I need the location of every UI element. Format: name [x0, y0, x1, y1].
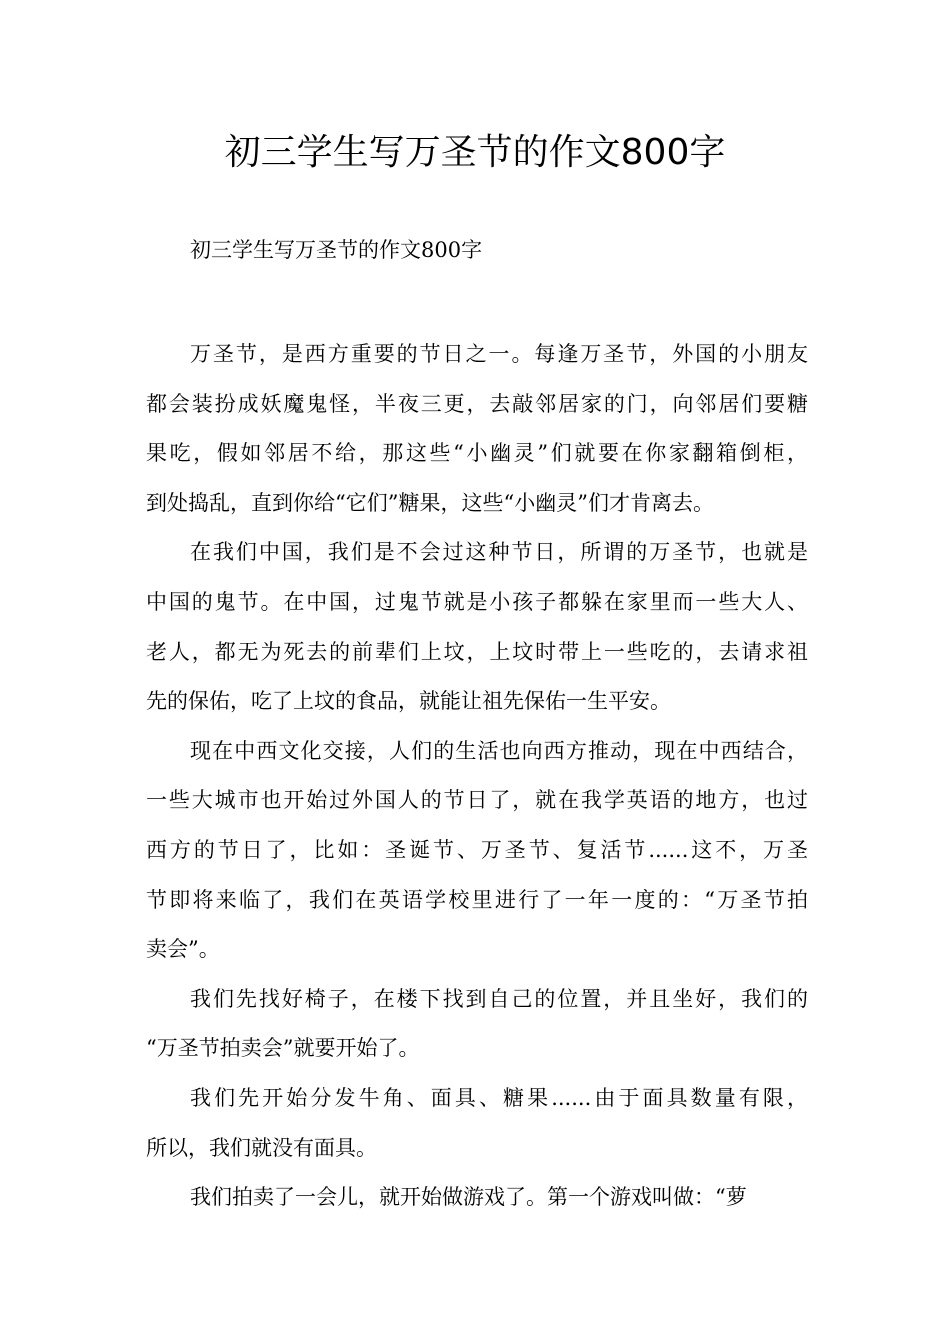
paragraph-line: 一些大城市也开始过外国人的节日了，就在我学英语的地方，也过 [146, 788, 808, 813]
paragraph-line: 我们先开始分发牛角、面具、糖果......由于面具数量有限， [190, 1085, 808, 1110]
paragraph-line: 节即将来临了，我们在英语学校里进行了一年一度的：“万圣节拍 [146, 887, 808, 912]
paragraph-line: 到处捣乱，直到你给“它们”糖果，这些“小幽灵”们才肯离去。 [146, 490, 714, 515]
document-body [146, 330, 808, 1223]
paragraph-line: 万圣节，是西方重要的节日之一。每逢万圣节，外国的小朋友 [190, 342, 808, 366]
paragraph-line: 都会装扮成妖魔鬼怪，半夜三更，去敲邻居家的门，向邻居们要糖 [146, 391, 808, 416]
paragraph [146, 1074, 808, 1173]
paragraph-line: 卖会”。 [146, 937, 220, 962]
paragraph-line: “万圣节拍卖会”就要开始了。 [146, 1036, 420, 1061]
paragraph-line: 老人，都无为死去的前辈们上坟，上坟时带上一些吃的，去请求祖 [146, 639, 808, 664]
paragraph [146, 1173, 808, 1223]
paragraph [146, 528, 808, 726]
paragraph-line: 现在中西文化交接，人们的生活也向西方推动，现在中西结合， [190, 738, 808, 763]
paragraph-line: 西方的节日了，比如：圣诞节、万圣节、复活节......这不，万圣 [146, 837, 808, 862]
paragraph [146, 727, 808, 975]
paragraph [146, 975, 808, 1074]
paragraph-line: 所以，我们就没有面具。 [146, 1135, 377, 1160]
paragraph [146, 330, 808, 528]
paragraph-line: 我们拍卖了一会儿，就开始做游戏了。第一个游戏叫做：“萝 [190, 1185, 747, 1210]
paragraph-line: 先的保佑，吃了上坟的食品，就能让祖先保佑一生平安。 [146, 689, 671, 714]
paragraph-line: 我们先找好椅子，在楼下找到自己的位置，并且坐好，我们的 [190, 986, 808, 1011]
paragraph-line: 中国的鬼节。在中国，过鬼节就是小孩子都躲在家里而一些大人、 [146, 589, 808, 614]
document-title: 初三学生写万圣节的作文800字 [224, 132, 726, 173]
document-subtitle: 初三学生写万圣节的作文800字 [190, 238, 483, 262]
paragraph-line: 果吃，假如邻居不给，那这些“小幽灵”们就要在你家翻箱倒柜， [146, 441, 808, 466]
paragraph-line: 在我们中国，我们是不会过这种节日，所谓的万圣节，也就是 [190, 540, 808, 565]
